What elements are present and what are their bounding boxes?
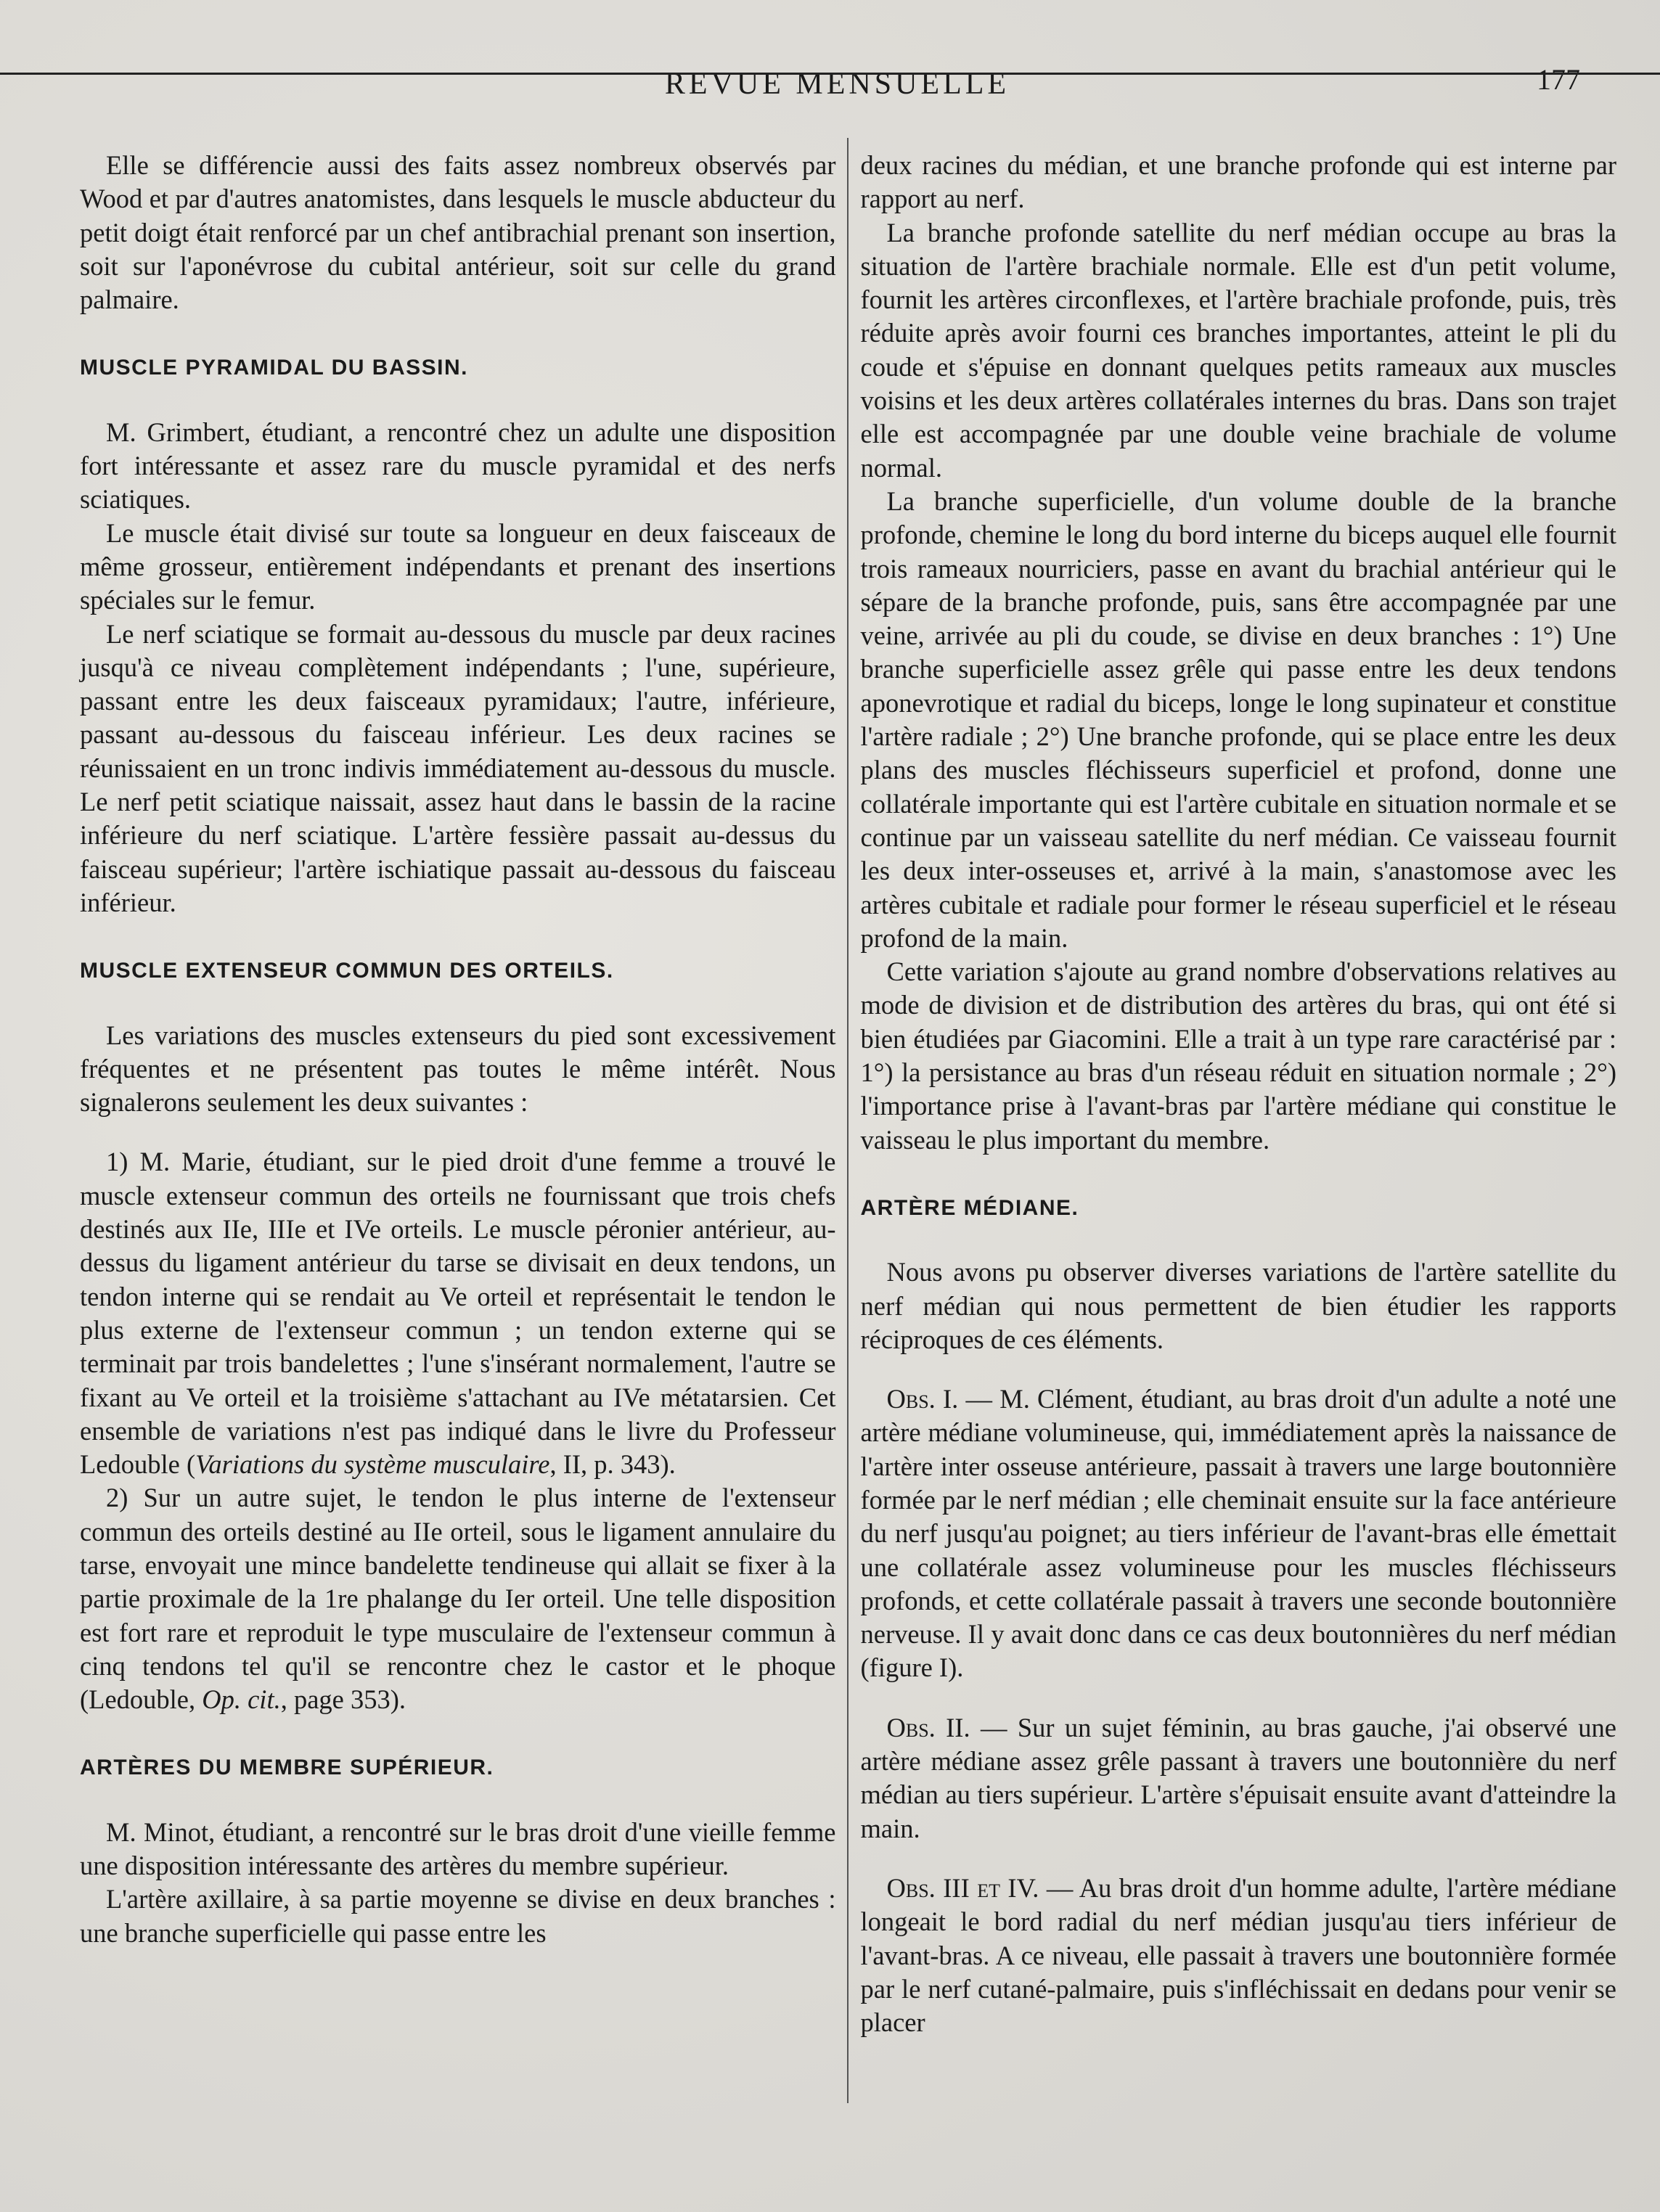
spacer	[861, 1356, 1617, 1382]
paragraph-text: — Sur un sujet féminin, au bras gauche, j'ai observé une artère médiane assez grêle passant à travers une boutonnière du nerf médian au tiers supérieur. L'artère s'épuisait ensuite avant d'atteindre la main.	[860, 1712, 1616, 1843]
paragraph-text: 2) Sur un autre sujet, le tendon le plus interne de l'extenseur commun des orteils destiné au IIe orteil, sous le ligament annulaire du tarse, envoyait une mince bandelette tendineuse qui allait se fixer à la partie proximale de la 1re phalange du Ier orteil. Une telle disposition est fort rare et reproduit le type musculaire de l'extenseur commun à cinq tendons tel qu'il se rencontre chez le castor et le phoque (Ledouble,	[80, 1483, 836, 1715]
page-header	[80, 57, 1595, 122]
paragraph: deux racines du médian, et une branche profonde qui est interne par rapport au nerf.	[860, 150, 1616, 214]
paragraph: La branche superficielle, d'un volume double de la branche profonde, chemine le long du bord interne du biceps auquel elle fournit trois rameaux nourriciers, passe en avant du brachial antérieur qui le sépare de la branche profonde, puis, sans être accompagnée par une veine, arrivée au pli du coude, se divise en deux branches : 1°) Une branche superficielle assez grêle qui passe entre les deux tendons aponevrotique et radial du biceps, longe le long supinateur et constitue l'artère radiale ; 2°) Une branche profonde, qui se place entre les deux plans des muscles fléchisseurs superficiel et profond, donne une collatérale importante qui est l'artère cubitale en situation normale et se continue par un vaisseau satellite du nerf médian. Ce vaisseau fournit les deux inter-osseuses et, arrivé à la main, s'anastomose avec les artères cubitale et radiale pour former le réseau superficiel et le réseau profond de la main.	[860, 486, 1616, 953]
observation-label: Obs. II.	[886, 1712, 970, 1742]
observation-2	[861, 1711, 1617, 1846]
left-column	[80, 149, 836, 2039]
page-number: 177	[1537, 63, 1580, 96]
paragraph: Elle se différencie aussi des faits assez nombreux observés par Wood et par d'autres anatomistes, dans lesquels le muscle abducteur du petit doigt était renforcé par un chef antibrachial prenant son insertion, soit sur l'aponévrose du cubital antérieur, soit sur celle du grand palmaire.	[80, 150, 836, 315]
paragraph: Le muscle était divisé sur toute sa longueur en deux faisceaux de même grosseur, entièrement indépendants et prenant des insertions spéciales sur le femur.	[80, 517, 836, 615]
section-heading-mediane: ARTÈRE MÉDIANE.	[860, 1195, 1079, 1220]
paragraph-text: , page 353).	[280, 1684, 406, 1715]
paragraph-text: 1) M. Marie, étudiant, sur le pied droit d'une femme a trouvé le muscle extenseur commun des orteils ne fournissant que trois chefs destinés aux IIe, IIIe et IVe orteils. Le muscle péronier antérieur, au-dessus du ligament antérieur du tarse se divisait en deux tendons, un tendon interne qui se rendait au Ve orteil et représentait le tendon le plus externe de l'extenseur commun ; un tendon externe qui se terminait par trois bandelettes ; l'une s'insérant normalement, l'autre se fixant au Ve orteil et la troisième s'attachant au IVe métatarsien. Cet ensemble de variations n'est pas indiqué dans le livre du Professeur Ledouble (	[80, 1147, 836, 1480]
paragraph	[80, 1481, 836, 1716]
citation: Op. cit.	[202, 1684, 281, 1715]
paragraph: Les variations des muscles extenseurs du pied sont excessivement fréquentes et ne présentent pas toutes le même intérêt. Nous signalerons seulement les deux suivantes :	[80, 1020, 836, 1118]
paragraph: Nous avons pu observer diverses variations de l'artère satellite du nerf médian qui nous permettent de bien étudier les rapports réciproques de ces éléments.	[860, 1257, 1616, 1354]
section-heading-extenseur: MUSCLE EXTENSEUR COMMUN DES ORTEILS.	[80, 959, 614, 983]
paragraph: M. Grimbert, étudiant, a rencontré chez un adulte une disposition fort intéressante et assez rare du muscle pyramidal et des nerfs sciatiques.	[80, 417, 836, 515]
spacer	[861, 1846, 1617, 1872]
spacer	[861, 1685, 1617, 1711]
paragraph-text: — M. Clément, étudiant, au bras droit d'un adulte a noté une artère médiane volumineuse, qui, immédiatement après la naissance de l'artère inter osseuse antérieure, passait à travers une large boutonnière formée par le nerf médian ; elle cheminait ensuite sur la face antérieure du nerf jusqu'au poignet; au tiers inférieur de l'avant-bras elle émettait une collatérale assez volumineuse pour les muscles fléchisseurs profonds, et cette collatérale passait à travers une seconde boutonnière nerveuse. Il y avait donc dans ce cas deux boutonnières du nerf médian (figure I).	[860, 1384, 1616, 1683]
observation-1	[861, 1382, 1617, 1685]
section-heading-pyramidal: MUSCLE PYRAMIDAL DU BASSIN.	[80, 356, 468, 380]
book-title: Variations du système musculaire	[195, 1449, 550, 1480]
observation-3	[861, 1872, 1617, 2039]
paragraph: M. Minot, étudiant, a rencontré sur le bras droit d'une vieille femme une disposition intéressante des artères du membre supérieur.	[80, 1816, 836, 1881]
paragraph: La branche profonde satellite du nerf médian occupe au bras la situation de l'artère brachiale normale. Elle est d'un petit volume, fournit les artères circonflexes, et l'artère brachiale profonde, puis, très réduite après avoir fourni ces branches importantes, atteint le pli du coude et s'épuise en donnant quelques petits rameaux aux muscles voisins et les deux artères collatérales internes du bras. Dans son trajet elle est accompagnée par une double veine brachiale de volume normal.	[860, 217, 1616, 483]
paragraph: L'artère axillaire, à sa partie moyenne se divise en deux branches : une branche superficielle qui passe entre les	[80, 1884, 836, 1948]
paragraph-text: , II, p. 343).	[549, 1449, 676, 1480]
paragraph: Cette variation s'ajoute au grand nombre d'observations relatives au mode de division et de distribution des artères du bras, qui ont été si bien étudiées par Giacomini. Elle a trait à un type rare caractérisé par : 1°) la persistance au bras d'un réseau réduit en situation normale ; 2°) l'importance prise à l'avant-bras par l'artère médiane qui constitue le vaisseau le plus important du membre.	[860, 957, 1616, 1155]
paragraph: Le nerf sciatique se formait au-dessous du muscle par deux racines jusqu'à ce niveau complètement indépendants ; l'une, supérieure, passant entre les deux faisceaux pyramidaux; l'autre, inférieure, passant au-dessous du faisceau inférieur. Les deux racines se réunissaient en un tronc indivis immédiatement au-dessous du muscle. Le nerf petit sciatique naissait, assez haut dans le bassin de la racine inférieure du nerf sciatique. L'artère fessière passait au-dessus du faisceau supérieur; l'artère ischiatique passait au-dessous du faisceau inférieur.	[80, 618, 836, 917]
header-rule	[0, 73, 1660, 75]
right-column	[861, 149, 1617, 2039]
running-title: REVUE MENSUELLE	[664, 67, 1010, 101]
observation-label: Obs. III et IV.	[886, 1872, 1039, 1903]
section-heading-arteres: ARTÈRES DU MEMBRE SUPÉRIEUR.	[80, 1756, 494, 1780]
paragraph-text: — Au bras droit d'un homme adulte, l'artère médiane longeait le bord radial du nerf médian jusqu'au tiers inférieur de l'avant-bras. A ce niveau, elle passait à travers une boutonnière formée par le nerf cutané-palmaire, puis s'infléchissait en dedans pour venir se placer	[860, 1872, 1616, 2038]
observation-label: Obs. I.	[886, 1384, 959, 1414]
spacer	[80, 1119, 836, 1145]
paragraph	[80, 1145, 836, 1481]
text-columns	[80, 149, 1616, 2039]
